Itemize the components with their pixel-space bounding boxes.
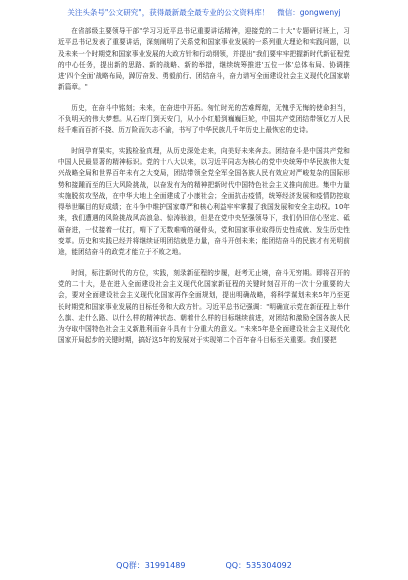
header-wechat-text: 微信：gongwenyj — [277, 8, 341, 17]
page-header — [0, 8, 408, 18]
document-body — [58, 26, 350, 356]
footer-qq-contact: QQ：535304092 — [225, 561, 292, 570]
paragraph: 历史，在奋斗中铭刻；未来，在奋进中开拓。匆忙时光的苦难辉煌，无愧乎无悔的使命担当，不负明天的伟大梦想。从石库门到天安门，从小小红船到巍巍巨轮，中国共产党团结带领亿万人民经千难而百折不挠、历万险而矢志不渝，书写了中华民族几千年历史上最恢宏的史诗。 — [58, 103, 350, 135]
paragraph: 时间孕育果实，实践检验真理，从历史深处走来，向美好未来奔去。团结奋斗是中国共产党和中国人民最显著的精神标识。党的十八大以来，以习近平同志为核心的党中央统筹中华民族伟大复兴战略全局和世界百年未有之大变局，团结带领全党全军全国各族人民有效应对严峻复杂的国际形势和接踵而至的巨大风险挑战，以奋发有为的精神把新时代中国特色社会主义推向前进。集中力量实施脱贫攻坚战，在中华大地上全面建成了小康社会；全面抗击疫情，统筹经济发展和疫情防控取得举世瞩目的好成绩；在斗争中维护国家尊严和核心利益牢牢掌握了我国发展和安全主动权。10年来，我们遭遇的风险挑战风高浪急、惊涛骇浪，但是在党中央坚强领导下，我们仍旧信心坚定、砥砺奋进，一仗接着一仗打，啃下了无数难啃的硬骨头，党和国家事业取得历史性成就、发生历史性变革。历史和实践已经并将继续证明团结就是力量，奋斗开创未来；能团结奋斗的民族才有光明前途，能团结奋斗的政党才能立于不败之地。 — [58, 146, 350, 257]
page-footer — [0, 561, 408, 571]
paragraph: 在省部级主要领导干部"学习习近平总书记重要讲话精神，迎接党的二十大"专题研讨班上，习近平总书记发表了重要讲话，深刻阐明了关系党和国家事业发展的一系列重大理论和实践问题，以及未来一个时期党和国家事业发展的大政方针和行动纲领，并提出"我们要牢牢把握新时代新征程党的中心任务，提出新的思路、新的战略、新的举措，继续统筹推进'五位一体'总体布局、协调推进'四个全面'战略布局，踔厉奋发、勇毅前行、团结奋斗，奋力谱写全面建设社会主义现代化国家崭新篇章。" — [58, 27, 350, 92]
paragraph: 时间，标注新时代的方位，实践，刻录新征程的步履，赶考无止境，奋斗无穷期。即将召开的党的二十大，是在进入全面建设社会主义现代化国家新征程的关键时刻召开的一次十分重要的大会，要对全面建设社会主义现代化国家再作全面规划，提出明确战略，将科学谋划未来5年乃至更长时期党和国家事业发展的目标任务和大政方针。习近平总书记强调："明确宣示党在新征程上举什么旗、走什么路、以什么样的精神状态、朝着什么样的目标继续前进，对团结和激励全国各族人民为夺取中国特色社会主义新胜利而奋斗具有十分重大的意义。"未来5年是全面建设社会主义现代化国家开局起步的关键时期，搞好这5年的发展对于实现第二个百年奋斗目标至关重要。我们要把 — [58, 268, 350, 345]
footer-qq-group: QQ群：31991489 — [116, 561, 186, 570]
header-promo-text: 关注头条号"公文研究"，获得最新最全最专业的公文资料库！ — [67, 8, 270, 17]
